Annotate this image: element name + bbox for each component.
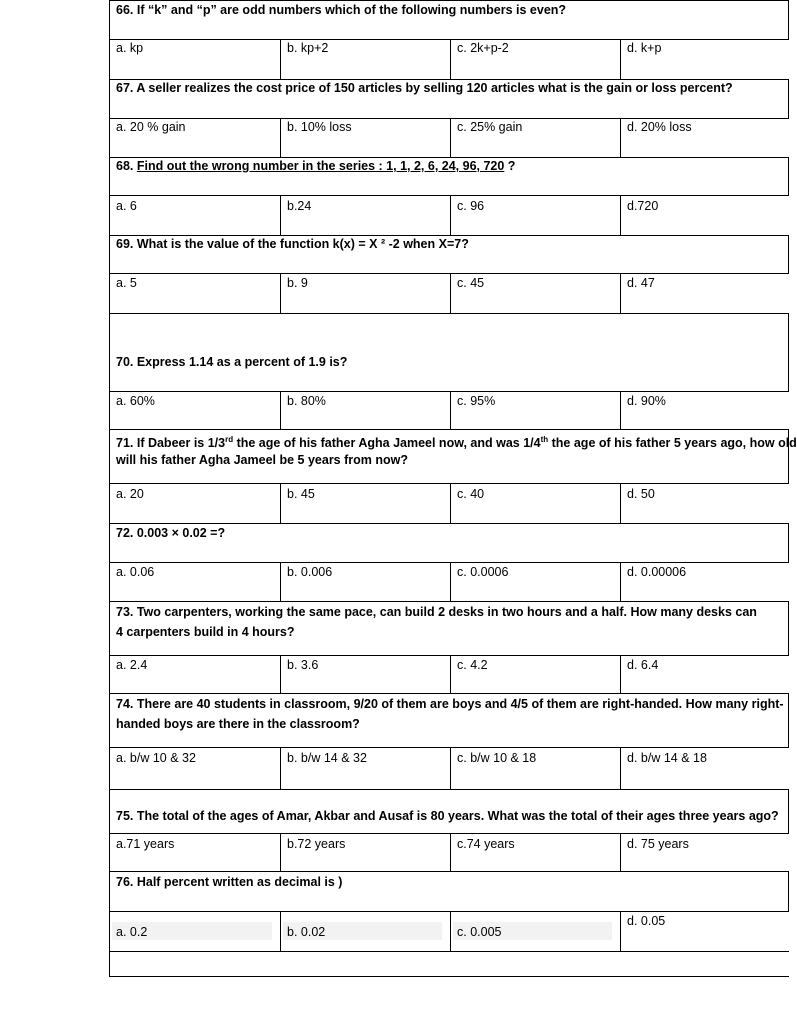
options-67 (109, 119, 789, 158)
question-69-text: 69. What is the value of the function k(x) = X ² -2 when X=7? (116, 237, 469, 251)
option-71-a[interactable]: a. 20 (110, 484, 281, 523)
option-74-b[interactable]: b. b/w 14 & 32 (281, 748, 451, 789)
option-67-c[interactable]: c. 25% gain (451, 119, 621, 157)
option-75-a[interactable]: a.71 years (110, 834, 281, 871)
option-68-d[interactable]: d.720 (627, 199, 659, 213)
option-66-b[interactable]: b. kp+2 (281, 40, 451, 79)
option-74-d[interactable]: d. b/w 14 & 18 (627, 751, 707, 765)
question-67 (109, 80, 789, 119)
option-66-d[interactable]: d. k+p (627, 41, 662, 55)
question-71-text-line1: 71. If Dabeer is 1/3rd the age of his father Agha Jameel now, and was 1/4th the age of his father 5 years ago, how old (116, 435, 797, 451)
question-76-text: 76. Half percent written as decimal is ) (116, 875, 343, 889)
options-70 (109, 392, 789, 430)
question-70 (109, 314, 789, 392)
options-69 (109, 274, 789, 314)
question-76 (109, 872, 789, 912)
option-69-a[interactable]: a. 5 (110, 274, 281, 313)
question-73-text-line2: 4 carpenters build in 4 hours? (116, 625, 295, 639)
question-66-text: 66. If “k” and “p” are odd numbers which of the following numbers is even? (116, 3, 567, 17)
option-76-b[interactable]: b. 0.02 (281, 912, 451, 951)
option-73-a[interactable]: a. 2.4 (110, 656, 281, 693)
option-72-a[interactable]: a. 0.06 (110, 563, 281, 601)
option-70-c[interactable]: c. 95% (451, 392, 621, 429)
option-75-b[interactable]: b.72 years (281, 834, 451, 871)
question-71 (109, 430, 797, 484)
option-70-b[interactable]: b. 80% (281, 392, 451, 429)
option-72-b[interactable]: b. 0.006 (281, 563, 451, 601)
question-66 (109, 0, 789, 40)
question-73-text-line1: 73. Two carpenters, working the same pace, can build 2 desks in two hours and a half. How many desks can (116, 605, 757, 619)
option-76-a[interactable]: a. 0.2 (110, 912, 281, 951)
question-69 (109, 236, 789, 274)
option-71-d[interactable]: d. 50 (627, 487, 655, 501)
options-71 (109, 484, 789, 524)
option-68-a[interactable]: a. 6 (110, 196, 281, 235)
question-sheet (109, 0, 797, 977)
question-68-text: 68. Find out the wrong number in the series : 1, 1, 2, 6, 24, 96, 720 ? (116, 159, 516, 173)
question-72-text: 72. 0.003 × 0.02 =? (116, 526, 226, 540)
option-67-b[interactable]: b. 10% loss (281, 119, 451, 157)
options-75 (109, 834, 789, 872)
option-75-c[interactable]: c.74 years (451, 834, 621, 871)
option-76-d[interactable]: d. 0.05 (627, 914, 666, 928)
question-67-text: 67. A seller realizes the cost price of 150 articles by selling 120 articles what is the gain or loss percent? (116, 81, 733, 95)
option-71-b[interactable]: b. 45 (281, 484, 451, 523)
question-74 (109, 694, 789, 748)
option-71-c[interactable]: c. 40 (451, 484, 621, 523)
option-66-a[interactable]: a. kp (110, 40, 281, 79)
option-70-d[interactable]: d. 90% (627, 394, 666, 408)
option-68-c[interactable]: c. 96 (451, 196, 621, 235)
option-67-d[interactable]: d. 20% loss (627, 120, 692, 134)
question-70-text: 70. Express 1.14 as a percent of 1.9 is? (116, 355, 348, 369)
option-75-d[interactable]: d. 75 years (627, 837, 689, 851)
empty-trailing-row (109, 952, 789, 977)
options-74 (109, 748, 789, 790)
question-75 (109, 790, 789, 834)
option-66-c[interactable]: c. 2k+p-2 (451, 40, 621, 79)
option-69-c[interactable]: c. 45 (451, 274, 621, 313)
question-71-text-line2: will his father Agha Jameel be 5 years from now? (116, 453, 408, 467)
option-69-b[interactable]: b. 9 (281, 274, 451, 313)
option-73-b[interactable]: b. 3.6 (281, 656, 451, 693)
options-66 (109, 40, 789, 80)
option-73-c[interactable]: c. 4.2 (451, 656, 621, 693)
question-74-text-line2: handed boys are there in the classroom? (116, 717, 360, 731)
question-73 (109, 602, 789, 656)
options-72 (109, 563, 789, 602)
option-74-c[interactable]: c. b/w 10 & 18 (451, 748, 621, 789)
option-72-c[interactable]: c. 0.0006 (451, 563, 621, 601)
option-68-b[interactable]: b.24 (281, 196, 451, 235)
option-69-d[interactable]: d. 47 (627, 276, 655, 290)
option-67-a[interactable]: a. 20 % gain (110, 119, 281, 157)
option-73-d[interactable]: d. 6.4 (627, 658, 659, 672)
question-68 (109, 158, 789, 196)
option-72-d[interactable]: d. 0.00006 (627, 565, 687, 579)
options-73 (109, 656, 789, 694)
option-70-a[interactable]: a. 60% (110, 392, 281, 429)
option-74-a[interactable]: a. b/w 10 & 32 (110, 748, 281, 789)
question-75-text: 75. The total of the ages of Amar, Akbar and Ausaf is 80 years. What was the total of their ages three years ago? (116, 809, 779, 823)
question-68-series-link[interactable]: Find out the wrong number in the series : 1, 1, 2, 6, 24, 96, 720 (136, 159, 505, 173)
question-74-text-line1: 74. There are 40 students in classroom, 9/20 of them are boys and 4/5 of them are right-handed. How many right- (116, 697, 784, 711)
options-68 (109, 196, 789, 236)
options-76 (109, 912, 789, 952)
question-72 (109, 524, 789, 563)
option-76-c[interactable]: c. 0.005 (451, 912, 621, 951)
